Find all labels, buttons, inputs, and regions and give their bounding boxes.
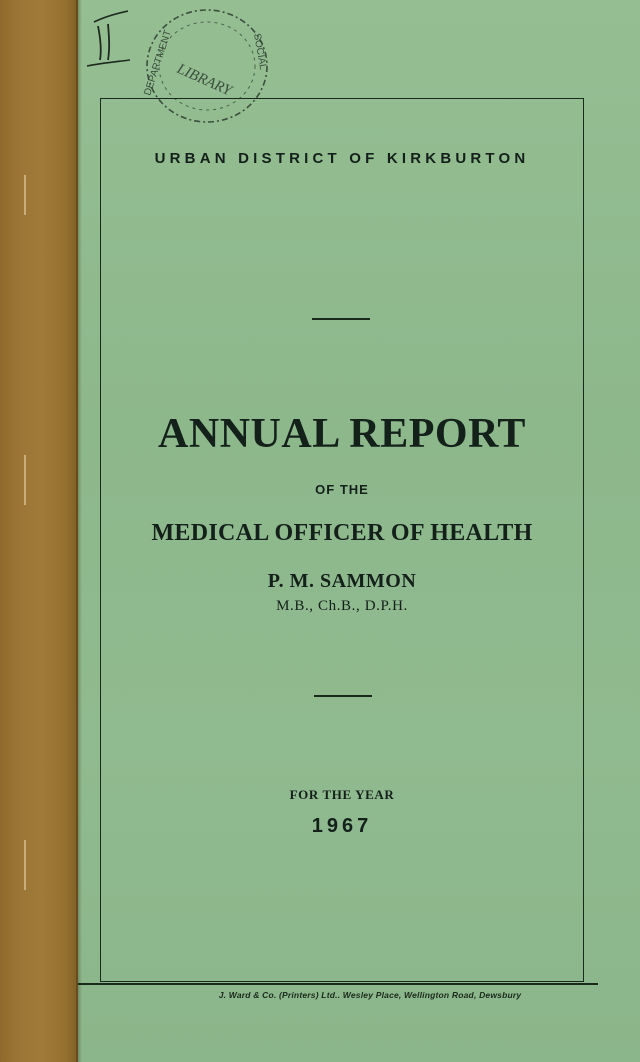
book-spine (0, 0, 78, 1062)
author-qualifications: M.B., Ch.B., D.P.H. (276, 598, 408, 614)
divider (314, 695, 372, 697)
report-year: 1967 (311, 815, 373, 837)
divider (312, 318, 370, 320)
report-subtitle: MEDICAL OFFICER OF HEALTH (151, 520, 533, 546)
spine-shadow (76, 0, 82, 1062)
spine-mark (24, 455, 26, 505)
of-the-label: OF THE (315, 482, 369, 497)
author-name: P. M. SAMMON (267, 570, 417, 592)
spine-mark (24, 175, 26, 215)
bottom-rule (78, 983, 598, 985)
district-heading: URBAN DISTRICT OF KIRKBURTON (154, 150, 530, 167)
printer-imprint: J. Ward & Co. (Printers) Ltd.. Wesley Place, Wellington Road, Dewsbury (218, 990, 522, 1000)
period-label: FOR THE YEAR (289, 787, 395, 802)
handwritten-mark-icon (84, 8, 134, 68)
spine-mark (24, 840, 26, 890)
svg-text:DEPARTMENT: DEPARTMENT (142, 28, 174, 97)
svg-text:SOCIAL: SOCIAL (251, 32, 269, 71)
report-title: ANNUAL REPORT (158, 411, 526, 457)
svg-text:LIBRARY: LIBRARY (174, 61, 234, 100)
